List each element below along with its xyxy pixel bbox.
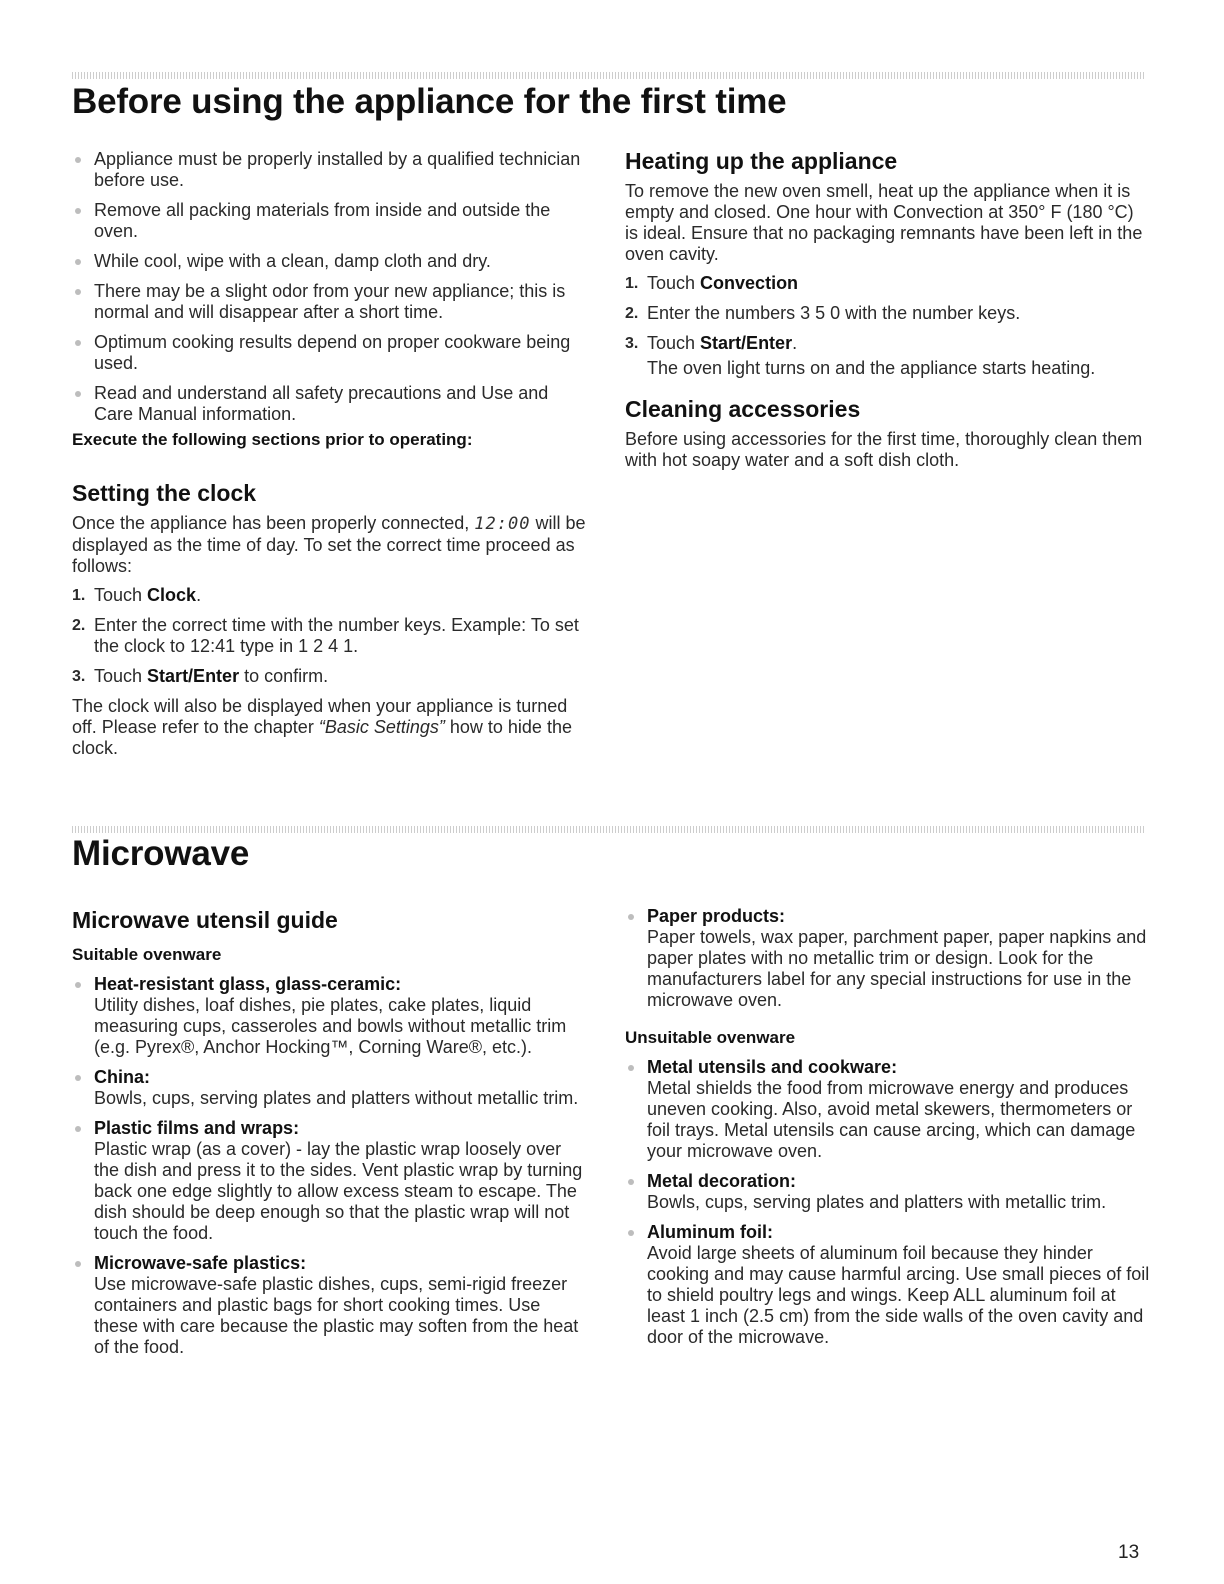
clock-intro: Once the appliance has been properly connected, 12:00 will be displayed as the time of day. To set the correct time proceed as follows:	[72, 513, 586, 576]
list-item: Heat-resistant glass, glass-ceramic: Utility dishes, loaf dishes, pie plates, cake plates, liquid measuring cups, casseroles and bowls without metallic trim (e.g. Pyrex®, Anchor Hocking™, Corning Ware®, etc.).	[72, 974, 587, 1058]
heading-unsuitable-ovenware: Unsuitable ovenware	[625, 1028, 796, 1047]
unsuitable-ovenware-list	[625, 1057, 1150, 1348]
bullet-icon	[75, 982, 81, 988]
bullet-icon	[628, 1065, 634, 1071]
execute-note: Execute the following sections prior to operating:	[72, 430, 473, 449]
list-item: 2. Enter the correct time with the number keys. Example: To set the clock to 12:41 type in 1 2 4 1.	[72, 615, 579, 656]
bullet-icon	[75, 391, 81, 397]
list-item: 1. Touch Convection	[625, 273, 799, 293]
heading-setting-the-clock: Setting the clock	[72, 480, 257, 506]
heating-intro: To remove the new oven smell, heat up the appliance when it is empty and closed. One hour with Convection at 350° F (180 °C) is ideal. Ensure that no packaging remnants have been left in the oven cavity.	[625, 181, 1143, 264]
section-divider	[72, 72, 1144, 79]
suitable-ovenware-list-continued	[625, 906, 1150, 1011]
bullet-icon	[628, 914, 634, 920]
list-item: 3. Touch Start/Enter to confirm.	[72, 666, 329, 686]
bullet-icon	[75, 259, 81, 265]
list-item: While cool, wipe with a clean, damp cloth and dry.	[72, 251, 587, 272]
first-use-checklist	[72, 149, 587, 425]
clock-outro: The clock will also be displayed when your appliance is turned off. Please refer to the chapter “Basic Settings” how to hide the clock.	[72, 696, 572, 758]
microwave-right-column	[625, 906, 1150, 1357]
section-divider	[72, 826, 1144, 833]
list-item: Appliance must be properly installed by a qualified technician before use.	[72, 149, 587, 191]
first-use-right-column	[625, 147, 1150, 479]
heading-suitable-ovenware: Suitable ovenware	[72, 945, 222, 964]
heading-cleaning-accessories: Cleaning accessories	[625, 396, 861, 422]
list-item: Plastic films and wraps: Plastic wrap (as a cover) - lay the plastic wrap loosely over the dish and press it to the sides. Vent plastic wrap by turning back one edge slightly to allow excess steam to escape. The dish should be deep enough so that the plastic wrap will not touch the food.	[72, 1118, 587, 1244]
list-item: Microwave-safe plastics: Use microwave-safe plastic dishes, cups, semi-rigid freezer containers and plastic bags for short cooking times. Use these with care because the plastic may soften from the heat of the food.	[72, 1253, 587, 1358]
list-item: 1. Touch Clock.	[72, 585, 202, 605]
cleaning-body: Before using accessories for the first time, thoroughly clean them with hot soapy water and a soft dish cloth.	[625, 429, 1143, 470]
list-item: 3. Touch Start/Enter.	[625, 333, 798, 353]
list-item: 2. Enter the numbers 3 5 0 with the number keys.	[625, 303, 1021, 323]
bullet-icon	[75, 340, 81, 346]
bullet-icon	[75, 208, 81, 214]
bullet-icon	[628, 1179, 634, 1185]
bullet-icon	[75, 157, 81, 163]
suitable-ovenware-list	[72, 974, 587, 1358]
first-use-left-column	[72, 149, 587, 767]
heating-steps	[625, 273, 1150, 354]
list-item: Aluminum foil: Avoid large sheets of aluminum foil because they hinder cooking and may cause harmful arcing. Use small pieces of foil to shield poultry legs and wings. Keep ALL aluminum foil at least 1 inch (2.5 cm) from the side walls of the oven cavity and door of the microwave.	[625, 1222, 1150, 1348]
heading-heating-up: Heating up the appliance	[625, 148, 898, 174]
clock-display-value: 12:00	[474, 514, 531, 534]
bullet-icon	[75, 1126, 81, 1132]
chapter-title-microwave: Microwave	[72, 834, 250, 873]
list-item: China: Bowls, cups, serving plates and platters without metallic trim.	[72, 1067, 587, 1109]
list-item: Metal decoration: Bowls, cups, serving plates and platters with metallic trim.	[625, 1171, 1150, 1213]
list-item: There may be a slight odor from your new appliance; this is normal and will disappear after a short time.	[72, 281, 587, 323]
list-item: Remove all packing materials from inside and outside the oven.	[72, 200, 587, 242]
page-number: 13	[1118, 1542, 1140, 1563]
basic-settings-reference: “Basic Settings”	[318, 717, 445, 737]
list-item: Read and understand all safety precautions and Use and Care Manual information.	[72, 383, 587, 425]
bullet-icon	[628, 1230, 634, 1236]
list-item: Metal utensils and cookware: Metal shields the food from microwave energy and produces uneven cooking. Also, avoid metal skewers, thermometers or foil trays. Metal utensils can cause arcing, which can damage your microwave oven.	[625, 1057, 1150, 1162]
list-item: Paper products: Paper towels, wax paper, parchment paper, paper napkins and paper plates with no metallic trim or design. Look for the manufacturers label for any special instructions for use in the microwave oven.	[625, 906, 1150, 1011]
microwave-left-column	[72, 906, 587, 1367]
bullet-icon	[75, 289, 81, 295]
list-item: Optimum cooking results depend on proper cookware being used.	[72, 332, 587, 374]
heating-result: The oven light turns on and the appliance starts heating.	[647, 358, 1096, 378]
chapter-title-first-use: Before using the appliance for the first time	[72, 82, 787, 121]
clock-steps	[72, 585, 587, 687]
bullet-icon	[75, 1075, 81, 1081]
heading-utensil-guide: Microwave utensil guide	[72, 907, 338, 933]
bullet-icon	[75, 1261, 81, 1267]
